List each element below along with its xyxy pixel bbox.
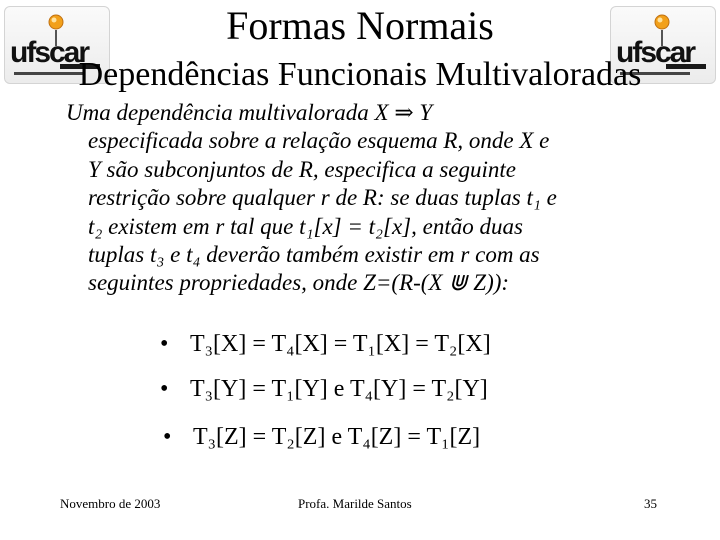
- slide-title: Formas Normais: [226, 3, 494, 48]
- paragraph-line-2: especificada sobre a relação esquema R, onde X e: [88, 128, 550, 154]
- ufscar-logo-text: ufscar: [10, 36, 89, 69]
- bullet-icon: •: [160, 376, 169, 402]
- paragraph-line-5: t₂ existem em r tal que t₁[x] = t₂[x], então duas: [88, 213, 523, 239]
- slide-subtitle: Dependências Funcionais Multivaloradas: [78, 56, 642, 93]
- bullet-text: T₃[X] = T₄[X] = T₁[X] = T₂[X]: [190, 331, 491, 357]
- paragraph-line-1: Uma dependência multivalorada X ⇒ Y: [66, 100, 433, 125]
- footer-page-number: 35: [644, 496, 657, 511]
- definition-paragraph: [66, 99, 678, 298]
- bullet-icon: •: [160, 331, 169, 357]
- footer-date: Novembro de 2003: [60, 496, 161, 511]
- paragraph-line-4: restrição sobre qualquer r de R: se duas tuplas t₁ e: [88, 185, 557, 211]
- bullet-icon: •: [163, 424, 172, 450]
- list-item: [160, 330, 491, 358]
- list-item: [160, 375, 488, 403]
- bullet-text: T₃[Y] = T₁[Y] e T₄[Y] = T₂[Y]: [190, 376, 488, 402]
- ufscar-logo-text: ufscar: [616, 36, 695, 69]
- list-item: [163, 423, 480, 451]
- paragraph-line-7: seguintes propriedades, onde Z=(R-(X ⋓ Z)):: [88, 270, 510, 296]
- paragraph-line-3: Y são subconjuntos de R, especifica a seguinte: [88, 156, 516, 182]
- footer-author: Profa. Marilde Santos: [298, 496, 412, 511]
- paragraph-line-6: tuplas t₃ e t₄ deverão também existir em r com as: [88, 242, 540, 268]
- bullet-text: T₃[Z] = T₂[Z] e T₄[Z] = T₁[Z]: [193, 424, 481, 450]
